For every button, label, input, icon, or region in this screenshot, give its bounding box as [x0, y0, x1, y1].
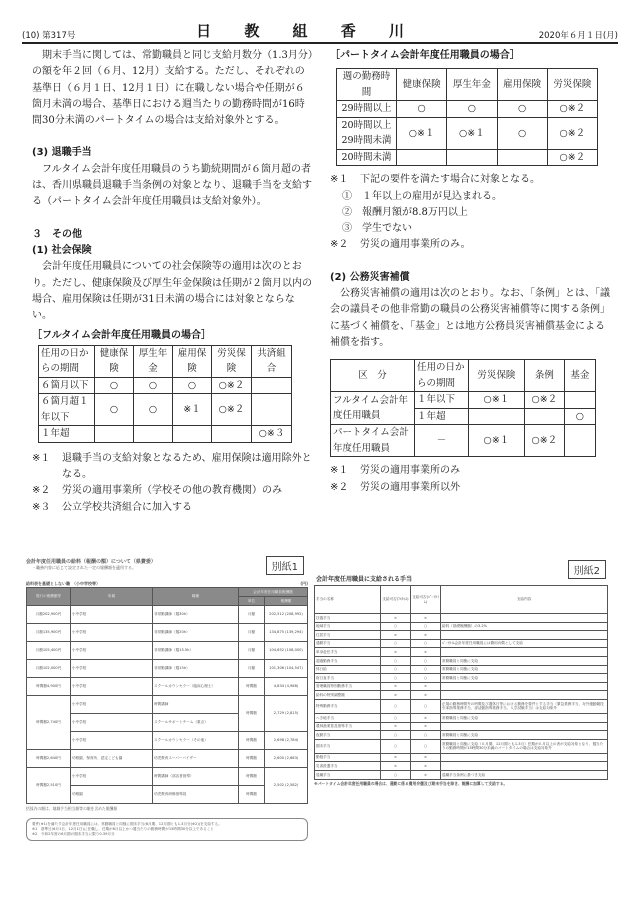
table-cell: ○	[447, 101, 497, 118]
table-cell: 期末手当	[315, 739, 381, 753]
table-cell: ○	[381, 665, 411, 674]
table-cell: 幼稚園	[71, 786, 153, 804]
note	[330, 480, 614, 496]
table-cell: 常勤職員と同様に支給（６月期、12月期とも1.3月）任期が６月以上の者が支給対象となり、週当たりの勤務時間が15時間30分未満のパートタイムの場合は支給対象外	[441, 739, 608, 753]
table-cell: ○※２	[547, 149, 597, 166]
note	[32, 500, 314, 516]
table-cell: 時間額2,740円	[27, 696, 71, 750]
newsletter-title: 日 教 組 香 川	[196, 22, 418, 40]
table-cell: 時間額	[239, 786, 265, 804]
table-row	[315, 631, 608, 640]
right-column	[330, 48, 614, 496]
table-cell: 勤勉手当	[315, 753, 381, 762]
social-insurance-paragraph: 会計年度任用職員についての社会保険等の適用は次のとおり。ただし、健康保険及び厚生年金保険は任期が２箇月以内の場合、雇用保険は任期が31日未満の場合には対象とならない。	[32, 261, 312, 322]
table-cell: ○※１	[447, 117, 497, 149]
table-cell: 小中学校	[71, 606, 153, 624]
table-cell: ○※２	[524, 425, 564, 457]
table-header: 基金	[564, 360, 595, 392]
attachment-badge: 別紙2	[568, 560, 606, 579]
table-cell: １年超	[415, 408, 469, 425]
table-row	[315, 665, 608, 674]
table-cell: パートタイム会計年度任用職員	[331, 425, 415, 457]
table-row	[331, 425, 596, 457]
table-cell	[441, 648, 608, 657]
table-cell: 月額202,900円	[27, 606, 71, 624]
table-cell	[524, 408, 564, 425]
table-cell: ○	[381, 731, 411, 740]
table-header: 厚生年金	[447, 69, 497, 101]
table-cell: ○	[381, 713, 411, 722]
note-text: 労災の適用事業所（学校その他の教育機関）のみ	[62, 485, 282, 497]
table-row	[27, 750, 308, 768]
table-cell: ×	[411, 691, 441, 700]
table-cell: ×	[411, 770, 441, 779]
table-cell: 住居手当	[315, 631, 381, 640]
table-cell: 20時間以上29時間未満	[337, 117, 397, 149]
table-cell: 2,502 (2,582)	[265, 768, 308, 804]
note	[330, 463, 614, 479]
table-cell	[212, 426, 252, 443]
table-row	[315, 639, 608, 648]
table-cell: ○	[381, 622, 411, 631]
table-cell: ○	[411, 674, 441, 683]
attachment-2	[314, 558, 608, 854]
bonus-requirement-box	[26, 818, 308, 841]
table-footnote: ※パートタイム会計年度任用職員の場合は、通勤に係る費用弁償及び期末手当を除き、報酬に加算して支給する。	[314, 780, 508, 786]
table-cell: ○	[134, 377, 173, 394]
table-row	[315, 713, 608, 722]
table-row	[315, 648, 608, 657]
table-row	[315, 753, 608, 762]
table-cell: ○※２	[212, 377, 252, 394]
table-header: 支給可否(ﾌﾙﾀｲﾑ)	[381, 586, 411, 614]
table-cell: 4,834 (4,988)	[265, 678, 308, 696]
table-cell: ※１	[173, 394, 212, 426]
table-cell: ×	[381, 614, 411, 623]
table-cell: 29時間以上	[337, 101, 397, 118]
table-cell: ○	[411, 622, 441, 631]
table-cell: 小中学校	[71, 660, 153, 678]
table-header: 区 分	[331, 360, 415, 392]
box-line: ※2 令和2年度の6月期の期末手当に限り0.39月分	[32, 832, 115, 836]
table-cell: ○	[95, 394, 134, 426]
accident-comp-table	[330, 359, 596, 457]
table-cell: ×	[381, 648, 411, 657]
table-cell: ×	[411, 614, 441, 623]
table-header: 労災保険	[212, 345, 252, 377]
left-column	[32, 48, 314, 516]
requirement-list	[330, 189, 614, 238]
table-cell: ×	[381, 682, 411, 691]
table-header: 現行の報酬額等	[27, 588, 71, 606]
note-key: ※１	[330, 174, 349, 186]
table-cell: 104,652 (108,000)	[265, 642, 308, 660]
requirement-item: ① １年以上の雇用が見込まれる。	[342, 190, 502, 202]
note	[330, 237, 614, 253]
table-header: 健康保険	[397, 69, 447, 101]
table-row	[315, 682, 608, 691]
table-cell: 非常勤講師（週20h）	[153, 624, 239, 642]
table-row	[39, 377, 292, 394]
table-cell: ○	[381, 699, 411, 713]
table-cell: 常勤職員と同様に支給	[441, 713, 608, 722]
table-row	[27, 696, 308, 714]
table-cell: 月額135,900円	[27, 624, 71, 642]
table-cell	[252, 394, 292, 426]
table-header: 職種	[153, 588, 239, 606]
table-cell: 宿日直手当	[315, 674, 381, 683]
table-cell	[441, 691, 608, 700]
fulltime-notes	[32, 451, 314, 516]
table-cell: ×	[411, 631, 441, 640]
table-cell: 時間額2,640円	[27, 750, 71, 768]
table-cell	[469, 408, 525, 425]
note-text: 労災の適用事業所のみ	[360, 465, 460, 477]
table-row	[315, 622, 608, 631]
table-cell: 幼児教育研修指導員	[153, 786, 239, 804]
table-cell: ○	[411, 699, 441, 713]
table-cell	[441, 722, 608, 731]
table-header: 週の勤務時間	[337, 69, 397, 101]
table-row	[39, 394, 292, 426]
table-cell: 通勤手当	[315, 639, 381, 648]
table-row	[315, 699, 608, 713]
note	[330, 172, 614, 188]
table-cell: 月額105,400円	[27, 642, 71, 660]
table-cell: ×	[381, 753, 411, 762]
table-cell: 時間額	[239, 750, 265, 768]
table-cell: １年以下	[415, 392, 469, 409]
table-header-row	[337, 69, 598, 101]
table-cell: 月額	[239, 642, 265, 660]
table-cell: 月額	[239, 606, 265, 624]
table-header: 手当の名称	[315, 586, 381, 614]
table-cell: ○	[497, 101, 547, 118]
table-cell: 正規の勤務時間外の時間及び週休日等における勤務を要件とする手当（緊急業務手当、対外運動競技引率指導業務手当、部活動指導業務手当、入学試験手当）は支給対象外	[441, 699, 608, 713]
table-cell	[441, 753, 608, 762]
table-row	[315, 656, 608, 665]
table-cell: 地域手当	[315, 622, 381, 631]
table-header: 支給可否(ﾊﾟｰﾄﾀｲﾑ)	[411, 586, 441, 614]
fulltime-table-caption: ［フルタイム会計年度任用職員の場合］	[32, 330, 211, 342]
table-cell: 農林漁業普及指導手当	[315, 722, 381, 731]
social-insurance-heading: (1) 社会保険	[32, 244, 92, 256]
note-key: ※２	[330, 481, 349, 493]
attachment-title: 会計年度任用職員の給料（報酬の額）について（県費委）	[26, 559, 156, 565]
retirement-heading: (3) 退職手当	[32, 147, 92, 159]
note-text: 労災の適用事業所のみ。	[360, 239, 471, 251]
table-cell: ○	[411, 665, 441, 674]
unit-label: (円)	[300, 581, 308, 586]
table-cell: 134,875 (139,294)	[265, 624, 308, 642]
table-row	[27, 624, 308, 642]
table-cell: ×	[411, 713, 441, 722]
table-cell: ○	[381, 639, 411, 648]
table-cell: ○	[134, 394, 173, 426]
table-cell	[134, 426, 173, 443]
table-cell: 小中学校	[71, 714, 153, 732]
table-row	[337, 101, 598, 118]
table-cell: ×	[381, 722, 411, 731]
table-cell: 災害派遣手当	[315, 762, 381, 771]
table-header: 条例	[524, 360, 564, 392]
table-cell: 月額	[239, 624, 265, 642]
table-cell: 20時間未満	[337, 149, 397, 166]
fulltime-insurance-table	[38, 345, 292, 443]
table-cell: ○	[397, 101, 447, 118]
table-row	[315, 770, 608, 779]
table-header: 任用の日からの期間	[415, 360, 469, 392]
table-cell: ○	[381, 770, 411, 779]
table-header: 健康保険	[95, 345, 134, 377]
parttime-table-caption: ［パートタイム会計年度任用職員の場合］	[330, 50, 520, 61]
table-header: 支給内容	[441, 586, 608, 614]
table-cell	[441, 614, 608, 623]
table-cell: 202,512 (208,992)	[265, 606, 308, 624]
table-cell: 非常勤講師（週15.5h）	[153, 642, 239, 660]
table-cell: ○	[381, 674, 411, 683]
table-cell: ○	[497, 117, 547, 149]
box-line: 要件(※1)を満たす会計年度任用職員には、常勤職員と同様に期末手当(6月期、12月期とも1.3月分(※2))を支給する。	[32, 822, 222, 826]
table-cell	[447, 149, 497, 166]
retirement-paragraph: フルタイム会計年度任用職員のうち勤続期間が６箇月超の者は、香川県職員退職手当条例の対象となり、退職手当を支給する（パートタイム会計年度任用職員は支給対象外）。	[32, 163, 312, 208]
table-header: 任用の日からの期間	[39, 345, 95, 377]
table-cell: ○※１	[469, 425, 525, 457]
table-cell	[173, 426, 212, 443]
table-cell: 夜勤手当	[315, 731, 381, 740]
table-cell: 非常勤講師（週15h）	[153, 660, 239, 678]
table-cell: スクールカウンセラー（臨床心理士）	[153, 678, 239, 696]
issue-date: 2020年６月１日(月)	[538, 31, 618, 41]
table-cell: へき地手当	[315, 713, 381, 722]
table-cell	[441, 762, 608, 771]
table-cell: ○	[411, 656, 441, 665]
table-header: 報酬額	[265, 597, 308, 606]
table-cell: 小中学校	[71, 732, 153, 750]
table-cell: 常勤職員と同様に支給	[441, 656, 608, 665]
table-cell: 休日給	[315, 665, 381, 674]
note-key: ※２	[32, 485, 51, 497]
table-row	[337, 117, 598, 149]
table-cell	[564, 392, 595, 409]
table-cell: 超過勤務手当	[315, 656, 381, 665]
table-cell	[564, 425, 595, 457]
table-row	[315, 762, 608, 771]
table-cell: ○	[411, 731, 441, 740]
table-cell	[441, 682, 608, 691]
table-footnote: 括弧内の額は、地域手当相当額等の額を含めた報酬額	[26, 806, 118, 811]
note-key: ※３	[32, 501, 51, 513]
table-row	[315, 722, 608, 731]
table-header: 労災保険	[469, 360, 525, 392]
table-cell	[397, 149, 447, 166]
table-header: 会計年度任用職員報酬額	[239, 588, 308, 597]
other-heading: ３ その他	[32, 228, 82, 240]
table-cell	[252, 377, 292, 394]
table-cell: ○	[173, 377, 212, 394]
table-cell: 時間講師（部活者指導）	[153, 768, 239, 786]
table-cell	[441, 631, 608, 640]
table-header: 共済組合	[252, 345, 292, 377]
attachment-caption: 給料表を基礎としない職 （小中学校等）	[26, 581, 100, 586]
accident-comp-paragraph: 公務災害補償の適用は次のとおり。なお、「条例」とは、「議会の議員その他非常勤の職員の公務災害補償等に関する条例」に基づく補償を、「基金」とは地方公務員災害補償基金による補償を指す。	[330, 288, 610, 348]
table-cell: 時間講師	[153, 696, 239, 714]
table-cell: 常勤職員と同様に支給	[441, 674, 608, 683]
table-cell: ○※２	[212, 394, 252, 426]
table-header-row	[315, 586, 608, 614]
table-cell: 退職手当	[315, 770, 381, 779]
table-row	[27, 660, 308, 678]
table-cell: ○	[411, 639, 441, 648]
table-cell: －	[415, 425, 469, 457]
table-row	[315, 614, 608, 623]
table-cell: ６箇月超１年以下	[39, 394, 95, 426]
note	[32, 451, 314, 484]
table-cell: ○	[381, 656, 411, 665]
accident-comp-heading: (2) 公務災害補償	[330, 271, 410, 283]
table-cell: 時間額2,510円	[27, 768, 71, 804]
box-line: ※1 基準日(6月1日、12月1日)に在職し、任期が6月以上かつ週当たりの勤務時間が15時間30分以上であること	[32, 827, 214, 831]
table-cell: 月額	[239, 660, 265, 678]
accident-notes	[330, 463, 614, 496]
table-cell: 2,698 (2,784)	[265, 732, 308, 750]
table-header: 雇用保険	[173, 345, 212, 377]
table-cell: ○※３	[252, 426, 292, 443]
table-row	[27, 768, 308, 786]
table-cell: ○	[95, 377, 134, 394]
table-row	[39, 426, 292, 443]
table-cell: 小中学校	[71, 696, 153, 714]
page-header	[22, 22, 618, 44]
note-text: 退職手当の支給対象となるため、雇用保険は適用除外となる。	[62, 452, 312, 481]
table-cell	[497, 149, 547, 166]
requirement-item: ③ 学生でない	[342, 223, 412, 235]
note-text: 労災の適用事業所以外	[360, 481, 460, 493]
table-cell	[95, 426, 134, 443]
table-row	[27, 606, 308, 624]
table-cell: 幼児教育スーパーバイザー	[153, 750, 239, 768]
table-cell: ○	[381, 739, 411, 753]
table-header: 雇用保険	[497, 69, 547, 101]
table-cell: ×	[411, 722, 441, 731]
table-cell: 小中学校	[71, 768, 153, 786]
note-text: 下記の要件を満たす場合に対象となる。	[360, 174, 540, 186]
attachment-title: 会計年度任用職員に支給される手当	[316, 576, 413, 583]
table-cell: 常勤職員と同様に支給	[441, 731, 608, 740]
table-row	[315, 691, 608, 700]
attachment-badge: 別紙1	[266, 556, 304, 575]
note-key: ※２	[330, 239, 349, 251]
table-cell: スクールカウンセラー（その他）	[153, 732, 239, 750]
table-cell: ﾊﾟｰﾄﾀｲﾑ会計年度任用職員には費用弁償として支給	[441, 639, 608, 648]
table-cell: 時間額	[239, 732, 265, 750]
table-cell: ○※２	[524, 392, 564, 409]
table-cell: 常勤職員と同様に支給	[441, 665, 608, 674]
table-cell: 時間額	[239, 768, 265, 786]
table-row	[331, 392, 596, 409]
table-cell: ×	[411, 753, 441, 762]
parttime-insurance-table	[336, 68, 598, 166]
table-header: 厚生年金	[134, 345, 173, 377]
table-cell: ６箇月以下	[39, 377, 95, 394]
table-cell: 101,306 (104,547)	[265, 660, 308, 678]
issue-number: (10) 第317号	[22, 31, 76, 41]
table-cell: ○※１	[397, 117, 447, 149]
table-cell: 2,729 (2,815)	[265, 696, 308, 732]
table-header: 労災保険	[547, 69, 597, 101]
table-row	[315, 731, 608, 740]
table-cell: 給料（基礎報酬額）の3.2%	[441, 622, 608, 631]
bonus-paragraph: 期末手当に関しては、常勤職員と同じ支給月数分（1.3月分）の額を年２回（６月、12月）支給する。ただし、それぞれの基準日（６月１日、12月１日）に在職しない場合や任期が６箇月未満の場合、基準日における週当たりの勤務時間が16時間30分未満のパートタイムの場合は支給対象外とする。	[32, 50, 313, 127]
table-cell: ×	[411, 762, 441, 771]
table-cell: 時間額4,900円	[27, 678, 71, 696]
table-cell: ×	[411, 682, 441, 691]
table-row	[27, 678, 308, 696]
table-cell: ×	[411, 648, 441, 657]
table-row	[315, 739, 608, 753]
table-cell: ○※１	[469, 392, 525, 409]
table-cell: 退職手当条例に基づき支給	[441, 770, 608, 779]
table-cell: ○	[411, 739, 441, 753]
table-header-row	[331, 360, 596, 392]
table-header: 単位	[239, 597, 265, 606]
table-cell: ×	[381, 691, 411, 700]
table-header-row	[39, 345, 292, 377]
table-row	[315, 674, 608, 683]
note-key: ※１	[32, 452, 51, 464]
table-cell: ○※２	[547, 101, 597, 118]
table-row	[337, 149, 598, 166]
table-cell: 管理職員特別勤務手当	[315, 682, 381, 691]
note-key: ※１	[330, 465, 349, 477]
note	[32, 483, 314, 499]
requirement-item: ② 報酬月額が8.8万円以上	[342, 206, 468, 218]
table-cell: 特殊勤務手当	[315, 699, 381, 713]
table-cell: ○	[564, 408, 595, 425]
table-cell: ×	[381, 762, 411, 771]
table-cell: 時間額	[239, 696, 265, 732]
table-cell: フルタイム会計年度任用職員	[331, 392, 415, 425]
table-cell: ×	[381, 631, 411, 640]
table-cell: 小中学校	[71, 642, 153, 660]
table-cell: １年超	[39, 426, 95, 443]
table-cell: スクールサポートチーム（重点）	[153, 714, 239, 732]
note-text: 公立学校共済組合に加入する	[62, 501, 192, 513]
table-cell: ○※２	[547, 117, 597, 149]
table-cell: 非常勤講師（週30h）	[153, 606, 239, 624]
salary-table	[26, 587, 308, 804]
table-cell: 給料の特別調整額	[315, 691, 381, 700]
allowance-table	[314, 585, 608, 780]
table-header: 所属	[71, 588, 153, 606]
attachment-subtitle: ・職務内容に応じて設定された一定の報酬額を適用する。	[32, 565, 136, 570]
table-cell: 月額102,000円	[27, 660, 71, 678]
table-row	[27, 642, 308, 660]
table-cell: 扶養手当	[315, 614, 381, 623]
attachment-1	[26, 552, 308, 868]
table-cell: 2,600 (2,683)	[265, 750, 308, 768]
table-cell: 幼稚園、保育所、認定こども園	[71, 750, 153, 768]
table-cell: 時間額	[239, 678, 265, 696]
table-cell: 小中学校	[71, 624, 153, 642]
table-cell: 単身赴任手当	[315, 648, 381, 657]
table-cell: 小中学校	[71, 678, 153, 696]
